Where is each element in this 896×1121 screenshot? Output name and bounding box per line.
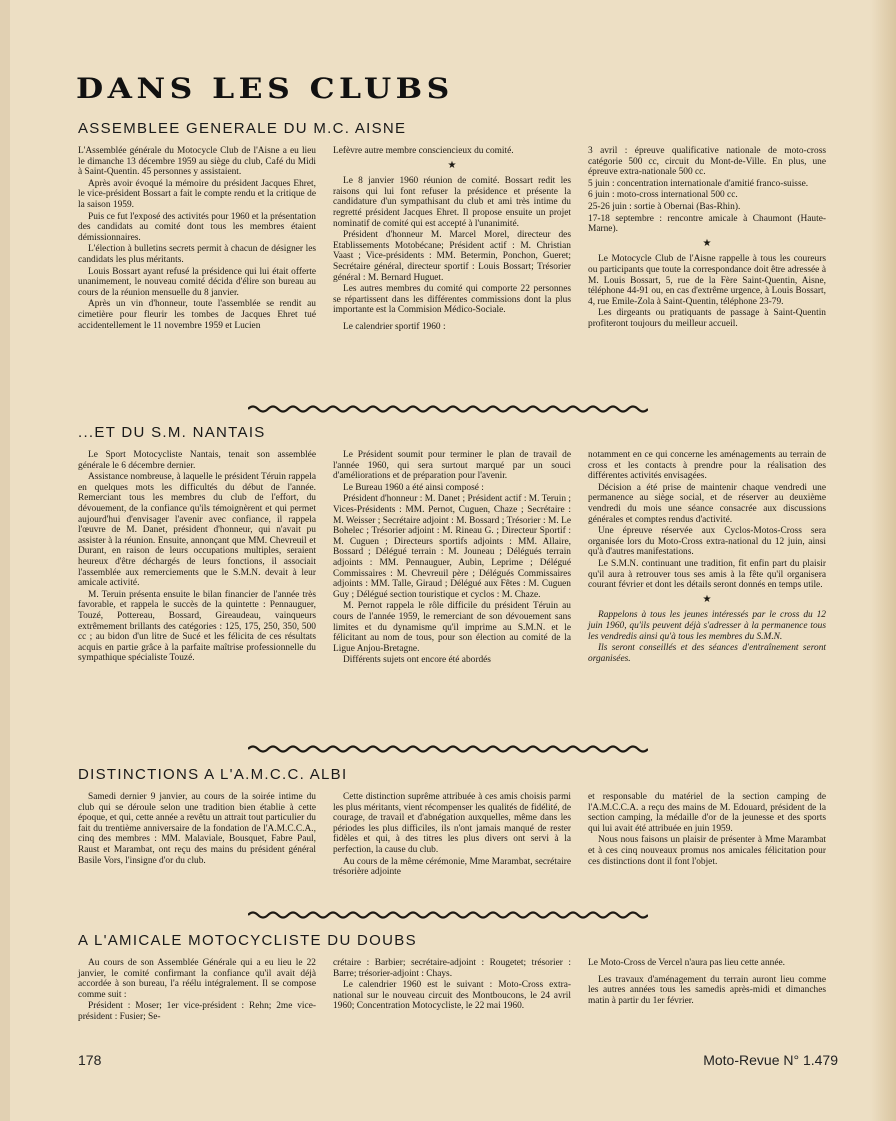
- paragraph: Louis Bossart ayant refusé la présidence qui lui était offerte unanimement, le nouveau comité décida d'élire son bureau au cours de la réunion mensuelle du 8 janvier.: [78, 266, 316, 298]
- paragraph: Les autres membres du comité qui comporte 22 personnes se répartissent dans les différentes commissions dont la plus importante est la Commision Médico-Sociale.: [333, 284, 571, 316]
- paragraph: Une épreuve réservée aux Cyclos-Motos-Cross sera organisée lors du Moto-Cross extra-national du 12 juin, ainsi qu'à d'autres manifestations.: [588, 526, 826, 558]
- paragraph: et responsable du matériel de la section camping de l'A.M.C.C.A. a reçu des mains de M. Edouard, président de la section camping, la médaille d'or de la jeunesse et des sports qui lui avait été attribuée en juin 1959.: [588, 792, 826, 834]
- article-column: [78, 146, 316, 332]
- paragraph: Le 8 janvier 1960 réunion de comité. Bossart redit les raisons qui lui font refuser la présidence et présente la candidature d'un sympathisant du club et ami très intime du regretté président Jacques Ehret. Il propose ensuite un projet nominatif de comité qui est accepté à l'unanimité.: [333, 176, 571, 229]
- paragraph: Au cours de son Assemblée Générale qui a eu lieu le 22 janvier, le comité confirmant la confiance qu'il avait déjà accordée à son bureau, l'a réélu intégralement. Il se compose comme suit :: [78, 958, 316, 1000]
- paragraph: Différents sujets ont encore été abordés: [343, 655, 491, 666]
- paragraph: 25-26 juin : sortie à Obernai (Bas-Rhin).: [588, 201, 741, 212]
- article-column: [588, 958, 826, 1007]
- page-number: 178: [78, 1052, 102, 1068]
- paragraph: Le Sport Motocycliste Nantais, tenait son assemblée générale le 6 décembre dernier.: [78, 450, 316, 471]
- article-column: [78, 450, 316, 665]
- article-column: [333, 450, 571, 667]
- paragraph: Le S.M.N. continuant une tradition, fit enfin part du plaisir qu'il aura à retrouver tous ses amis à la fête qu'il organisera courant février et dont les détails seront donnés en temps utile.: [588, 558, 826, 591]
- paper-edge-right: [870, 0, 896, 1121]
- paragraph: Président d'honneur M. Marcel Morel, directeur des Etablissements Motobécane; Président actif : M. Christian Vaast ; Vice-présidents : MM. Betermin, Ponchon, Gueret; Secrétaire général, directeur sportif : Louis Bossart; Trésorier général : M. Bernard Huguet.: [333, 230, 571, 283]
- paragraph: Le Bureau 1960 a été ainsi composé :: [343, 482, 484, 493]
- paragraph: Décision a été prise de maintenir chaque vendredi une permanence au siège social, et de réserver au deuxième vendredi du mois une séance consacrée aux discussions générales et comptes rendus d'activité.: [588, 482, 826, 525]
- paragraph: L'Assemblée générale du Motocycle Club de l'Aisne a eu lieu le dimanche 13 décembre 1959 au siège du club, Café du Midi à Saint-Quentin. 45 personnes y assistaient.: [78, 146, 316, 178]
- article-column: [588, 792, 826, 868]
- paragraph: crétaire : Barbier; secrétaire-adjoint : Rougetet; trésorier : Barre; trésorier-adjoint : Chays.: [333, 958, 571, 979]
- paragraph: Lefèvre autre membre consciencieux du comité.: [333, 146, 514, 156]
- publication-issue: Moto-Revue N° 1.479: [703, 1052, 838, 1068]
- paragraph: Rappelons à tous les jeunes intéressés par le cross du 12 juin 1960, qu'ils peuvent déjà s'adresser à la permanence tous les vendredis ainsi qu'à tous les membres du S.M.N.: [588, 610, 826, 642]
- paragraph: Le Motocycle Club de l'Aisne rappelle à tous les coureurs ou participants que toute la correspondance doit être adressée à M. Louis Bossart, 5, rue de la Fère Saint-Quentin, Aisne, téléphone 44-91 ou, en cas d'extrême urgence, à Louis Bossart, 4, rue Emile-Zola à Saint-Quentin, téléphone 23-79.: [588, 254, 826, 307]
- paragraph: M. Teruin présenta ensuite le bilan financier de l'année très favorable, et rappela le succès de la quintette : Pennauguer, Touzé, Pottereau, Bossard, Gireaudeau, vainqueurs extrêmement brillants des catégories : 125, 175, 250, 350, 500 cc ; au bidon d'un litre de Sucé et les félicita de ces résultats acquis en partie grâce à la parfaite maîtrise professionnelle du sympathique spécialiste Touzé.: [78, 589, 316, 664]
- paragraph: Cette distinction suprême attribuée à ces amis choisis parmi les plus méritants, vient récompenser les qualités de fidélité, de courage, de travail et d'abnégation auxquelles, même dans les périodes les plus difficiles, ils n'ont jamais manqué de rester fidèles et qui, à des titres les plus divers ont servi à la perfection, la cause du club.: [333, 792, 571, 855]
- paper-edge-left: [0, 0, 10, 1121]
- paragraph: M. Pernot rappela le rôle difficile du président Téruin au cours de l'année 1959, le remerciant de son dévouement sans limites et du dynamisme qu'il imprime au S.M.N. et le félicitant au nom de tous, pour son élection au comité de la Ligue Anjou-Bretagne.: [333, 601, 571, 654]
- paragraph: Après un vin d'honneur, toute l'assemblée se rendit au cimetière pour fleurir les tombes de Jacques Ehret tué accidentellement le 11 novembre 1959 et Lucien: [78, 299, 316, 331]
- paragraph: notamment en ce qui concerne les aménagements au terrain de cross et les contacts à prendre pour la réalisation des différentes activités envisagées.: [588, 450, 826, 482]
- paragraph: 3 avril : épreuve qualificative nationale de moto-cross catégorie 500 cc, circuit du Mont-de-Ville. En plus, une épreuve extra-nationale 500 cc.: [588, 146, 826, 178]
- paragraph: Le calendrier sportif 1960 :: [343, 321, 446, 332]
- section-title-amicale-doubs: A L'AMICALE MOTOCYCLISTE DU DOUBS: [78, 932, 417, 949]
- paragraph: Samedi dernier 9 janvier, au cours de la soirée intime du club qui se déroule selon une tradition bien établie à cette époque, et qui, cette année a revêtu un attrait tout particulier du fait du trentième anniversaire de la fondation de l'A.M.C.C.A., cinq des membres : MM. Malaviale, Bousquet, Fabre Paul, Raust et Marambat, ont reçu des mains du président général Basile Vors, l'insigne d'or du club.: [78, 792, 316, 866]
- paragraph: Nous nous faisons un plaisir de présenter à Mme Marambat et à ces cinq nouveaux promus nos amicales félicitation pour ces distinctions dont il font l'objet.: [588, 835, 826, 867]
- paragraph: Président : Moser; 1er vice-président : Rehn; 2me vice-président : Fusier; Se-: [78, 1001, 316, 1022]
- paragraph: L'élection à bulletins secrets permit à chacun de désigner les candidats les plus méritants.: [78, 244, 316, 265]
- paragraph: Le Moto-Cross de Vercel n'aura pas lieu cette année.: [588, 958, 786, 968]
- paragraph: Assistance nombreuse, à laquelle le président Téruin rappela en quelques mots les difficultés du début de l'année. Remerciant tous les membres du club de l'effort, du dévouement, de la confiance qu'ils témoignèrent et qui permet aujourd'hui d'envisager l'avenir avec confiance, il rappela l'œuvre de M. Danet, président d'honneur, qui n'avait pu assister à la réunion. Ensuite, annonçant que MM. Chevreuil et Durant, en raison de leurs occupations multiples, seraient heureux d'être déchargés de leurs fonctions, il associait l'assemblée aux remerciements que le S.M.N. devait à leur amicale activité.: [78, 472, 316, 589]
- star-separator-icon: ★: [702, 593, 712, 605]
- star-separator-icon: ★: [447, 159, 457, 171]
- paragraph: Président d'honneur : M. Danet ; Président actif : M. Teruin ; Vices-Présidents : MM. Pernot, Cuguen, Chaze ; Secrétaire : M. Weisser ; Secrétaire adjoint : M. Bossard ; Trésorier : M. Le Bohelec ; Trésorier adjoint : M. Rineau G. ; Directeur Sportif : M. Cuguen ; Directeurs sportifs adjoints : MM. Allaire, Bossard ; Délégué terrain : M. Jouneau ; Délégués terrain adjoints : MM. Pennauguer, Aubin, Leprime ; Délégué Commissaires : M. Chevreuil père ; Délégués Commissaires adjoints : MM. Talle, Giraud ; Délégué aux Fêtes : M. Cuguen Guy ; Délégué section touristique et cyclos : M. Chaze.: [333, 494, 571, 600]
- star-separator-icon: ★: [702, 237, 712, 249]
- section-title-amcc-albi: DISTINCTIONS A L'A.M.C.C. ALBI: [78, 766, 348, 783]
- paragraph: Après avoir évoqué la mémoire du président Jacques Ehret, le vice-président Bossart a fait le compte rendu et la critique de la saison 1959.: [78, 178, 316, 210]
- article-column: [333, 792, 571, 879]
- paragraph: 5 juin : concentration internationale d'amitié franco-suisse.: [588, 178, 809, 189]
- article-column: [78, 958, 316, 1024]
- paragraph: Le calendrier 1960 est le suivant : Moto-Cross extra-national sur le nouveau circuit des Montboucons, le 24 avril 1960; Concentration Motocycliste, le 22 mai 1960.: [333, 980, 571, 1012]
- wavy-divider: [248, 744, 648, 754]
- article-column: [588, 450, 826, 665]
- paragraph: Les travaux d'aménagement du terrain auront lieu comme les autres années tous les samedis après-midi et dimanches matin à partir du 1er février.: [588, 974, 826, 1006]
- page-masthead: DANS LES CLUBS: [76, 72, 454, 105]
- paragraph: 17-18 septembre : rencontre amicale à Chaumont (Haute-Marne).: [588, 213, 826, 235]
- paragraph: Le Président soumit pour terminer le plan de travail de l'année 1960, qui sera surtout marqué par un souci d'améliorations et de préparation pour l'avenir.: [333, 450, 571, 482]
- paragraph: Ils seront conseillés et des séances d'entraînement seront organisées.: [588, 643, 826, 664]
- wavy-divider: [248, 910, 648, 920]
- wavy-divider: [248, 404, 648, 414]
- article-column: [333, 958, 571, 1013]
- article-column: [588, 146, 826, 331]
- paragraph: Puis ce fut l'exposé des activités pour 1960 et la présentation des candidats au comité dont tous les membres étaient démissionnaires.: [78, 211, 316, 243]
- article-column: [78, 792, 316, 867]
- paragraph: 6 juin : moto-cross international 500 cc.: [588, 190, 738, 201]
- section-title-sm-nantais: ...ET DU S.M. NANTAIS: [78, 424, 266, 441]
- paragraph: Au cours de la même cérémonie, Mme Marambat, secrétaire trésorière adjointe: [333, 856, 571, 878]
- paragraph: Les dirgeants ou pratiquants de passage à Saint-Quentin profiteront toujours du meilleur accueil.: [588, 308, 826, 329]
- section-title-mc-aisne: ASSEMBLEE GENERALE DU M.C. AISNE: [78, 120, 407, 137]
- article-column: [333, 146, 571, 334]
